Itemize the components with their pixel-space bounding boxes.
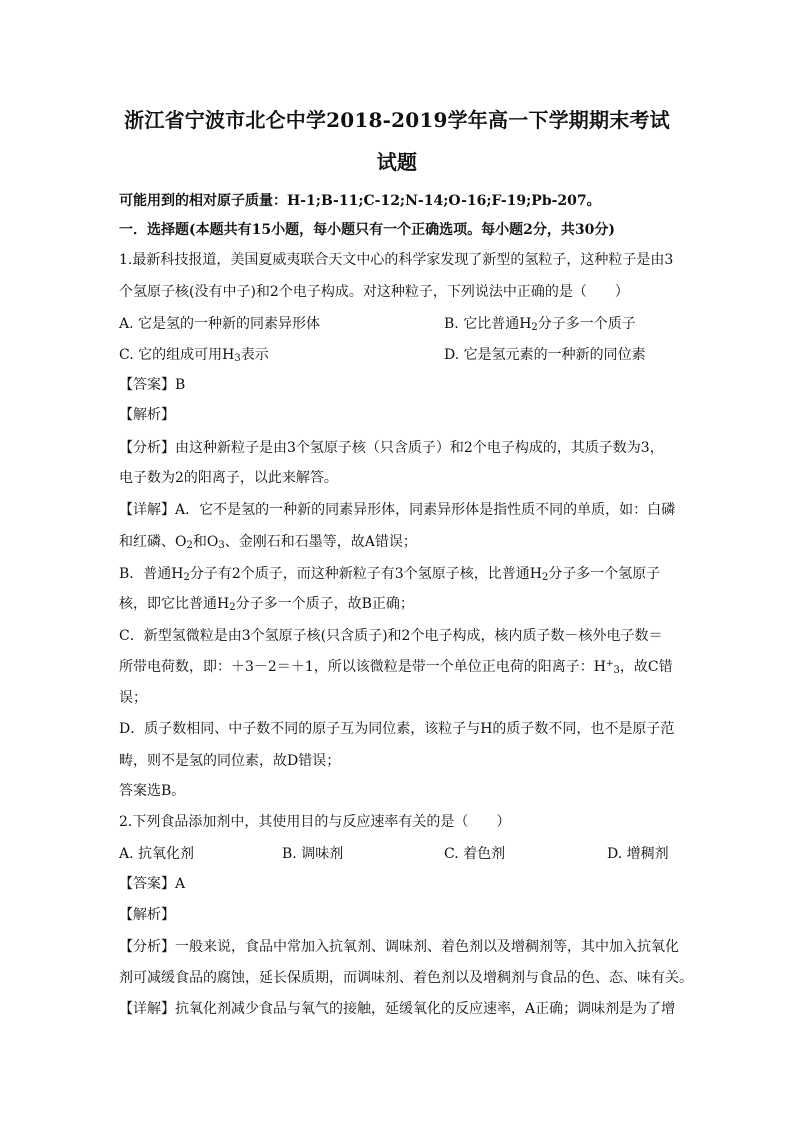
- q1-detail-a-line2: 和红磷、$O_2$和$O_3$、金刚石和石墨等，故A错误；: [119, 534, 417, 551]
- q1-detail-a-line1: 【详解】A．它不是氢的一种新的同素异形体，同素异形体是指性质不同的单质，如：白磷: [119, 502, 676, 518]
- q2-option-c: C. 着色剂: [444, 846, 506, 862]
- q1-detail-c-line2: 所带电荷数，即：＋3－2＝＋1，所以该微粒是带一个单位正电荷的阳离子：$H^+_3$，故C错: [119, 659, 673, 676]
- q1-option-d: D. 它是氢元素的一种新的同位素: [444, 347, 646, 363]
- q1-analysis-label: 【解析】: [119, 407, 175, 423]
- q2-answer: 【答案】A: [119, 876, 186, 892]
- q1-detail-b-line1: B．普通$H_2$分子有2个质子，而这种新粒子有3个氢原子核，比普通$H_2$分子多一个氢原子: [119, 566, 661, 583]
- q1-option-a: A. 它是氢的一种新的同素异形体: [119, 316, 321, 332]
- atomic-masses-note: 可能用到的相对原子质量：H-1;B-11;C-12;N-14;O-16;F-19;Pb-207。: [119, 193, 601, 209]
- q1-fenxi-line2: 电子数为2的阳离子，以此来解答。: [119, 470, 338, 486]
- q1-fenxi-line1: 【分析】由这种新粒子是由3个氢原子核（只含质子）和2个电子构成的，其质子数为3，: [119, 440, 664, 456]
- q2-option-d: D. 增稠剂: [607, 846, 669, 862]
- q1-stem-line1: 1.最新科技报道，美国夏威夷联合天文中心的科学家发现了新型的氢粒子，这种粒子是由3: [119, 252, 674, 268]
- q1-detail-b-line2: 核，即它比普通$H_2$分子多一个质子，故B正确；: [119, 596, 414, 613]
- q1-detail-d-line2: 畴，则不是氢的同位素，故D错误；: [119, 753, 341, 769]
- q1-detail-c-line3: 误；: [119, 690, 147, 706]
- document-title-line2: 试题: [376, 150, 418, 174]
- q2-fenxi-line1: 【分析】一般来说，食品中常加入抗氧剂、调味剂、着色剂以及增稠剂等，其中加入抗氧化: [119, 939, 679, 955]
- q2-analysis-label: 【解析】: [119, 907, 175, 923]
- q1-detail-d-line1: D．质子数相同、中子数不同的原子互为同位素，该粒子与H的质子数不同，也不是原子范: [119, 721, 675, 737]
- q1-answer: 【答案】B: [119, 377, 186, 393]
- q1-option-c: C. 它的组成可用$H_3$表示: [119, 347, 269, 364]
- q2-fenxi-line2: 剂可减缓食品的腐蚀，延长保质期，而调味剂、着色剂以及增稠剂与食品的色、态、味有关。: [119, 970, 693, 986]
- document-title-line1: 浙江省宁波市北仑中学2018-2019学年高一下学期期末考试: [124, 108, 670, 132]
- q2-option-b: B. 调味剂: [282, 846, 344, 862]
- q2-stem: 2.下列食品添加剂中，其使用目的与反应速率有关的是（ ）: [119, 814, 511, 830]
- q1-option-b: B. 它比普通$H_2$分子多一个质子: [444, 316, 636, 333]
- q1-stem-line2: 个氢原子核(没有中子)和2个电子构成。对这种粒子，下列说法中正确的是（ ）: [119, 284, 629, 300]
- q1-conclusion: 答案选B。: [119, 783, 186, 799]
- q1-detail-c-line1: C．新型氢微粒是由3个氢原子核(只含质子)和2个电子构成，核内质子数－核外电子数＝: [119, 628, 663, 644]
- q2-detail-line1: 【详解】抗氧化剂减少食品与氧气的接触，延缓氧化的反应速率，A正确；调味剂是为了增: [119, 1001, 676, 1017]
- q2-option-a: A. 抗氧化剂: [119, 846, 195, 862]
- section-heading: 一．选择题(本题共有15小题，每小题只有一个正确选项。每小题2分，共30分): [119, 222, 615, 238]
